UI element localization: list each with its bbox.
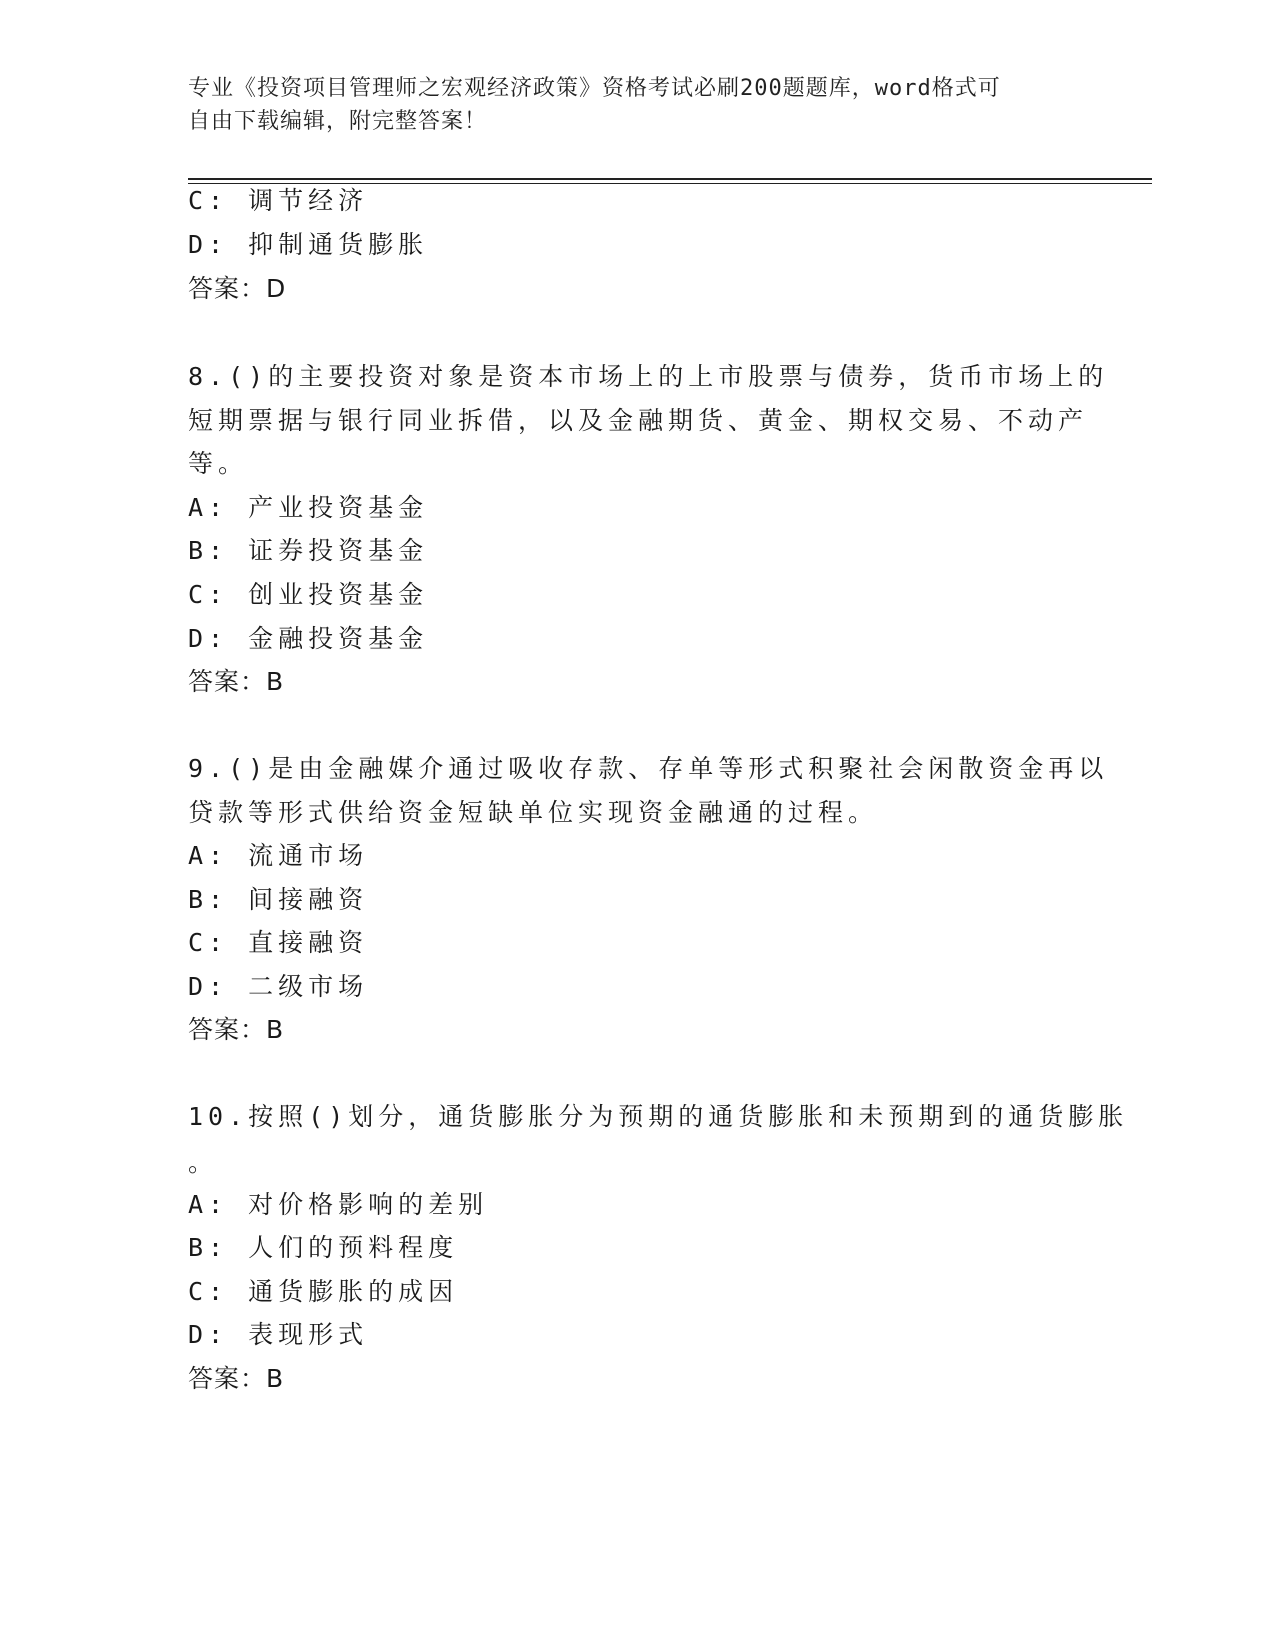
q8-option-b: B: 证券投资基金 <box>188 536 429 565</box>
document-header <box>188 72 1068 138</box>
q9-option-a: A: 流通市场 <box>188 841 369 870</box>
q7-option-c: C: 调节经济 <box>188 186 369 215</box>
q8-stem-line-2: 短期票据与银行同业拆借，以及金融期货、黄金、期权交易、不动产 <box>188 406 1089 435</box>
q10-answer: 答案：B <box>188 1364 285 1393</box>
q10-option-d: D: 表现形式 <box>188 1320 369 1349</box>
q10-stem-line-2: 。 <box>188 1148 219 1177</box>
header-line-1: 专业《投资项目管理师之宏观经济政策》资格考试必刷200题题库，word格式可 <box>188 76 1001 101</box>
q10-stem-line-1: 10.按照()划分，通货膨胀分为预期的通货膨胀和未预期到的通货膨胀 <box>188 1102 1129 1131</box>
q9-answer: 答案：B <box>188 1015 285 1044</box>
q8-option-a: A: 产业投资基金 <box>188 493 429 522</box>
q10-option-c: C: 通货膨胀的成因 <box>188 1277 459 1306</box>
q10-option-b: B: 人们的预料程度 <box>188 1233 459 1262</box>
q10-option-a: A: 对价格影响的差别 <box>188 1190 489 1219</box>
q9-option-c: C: 直接融资 <box>188 928 369 957</box>
q9-stem-line-2: 贷款等形式供给资金短缺单位实现资金融通的过程。 <box>188 798 879 827</box>
q8-answer: 答案：B <box>188 667 285 696</box>
q8-stem-line-3: 等。 <box>188 449 249 478</box>
q9-option-b: B: 间接融资 <box>188 885 369 914</box>
header-line-2: 自由下载编辑，附完整答案！ <box>188 109 488 134</box>
q9-option-d: D: 二级市场 <box>188 972 369 1001</box>
q8-stem-line-1: 8.()的主要投资对象是资本市场上的上市股票与债券，货币市场上的 <box>188 362 1109 391</box>
q8-option-d: D: 金融投资基金 <box>188 624 429 653</box>
q9-stem-line-1: 9.()是由金融媒介通过吸收存款、存单等形式积聚社会闲散资金再以 <box>188 754 1109 783</box>
q7-answer: 答案：D <box>188 274 287 303</box>
q7-option-d: D: 抑制通货膨胀 <box>188 230 429 259</box>
q8-option-c: C: 创业投资基金 <box>188 580 429 609</box>
